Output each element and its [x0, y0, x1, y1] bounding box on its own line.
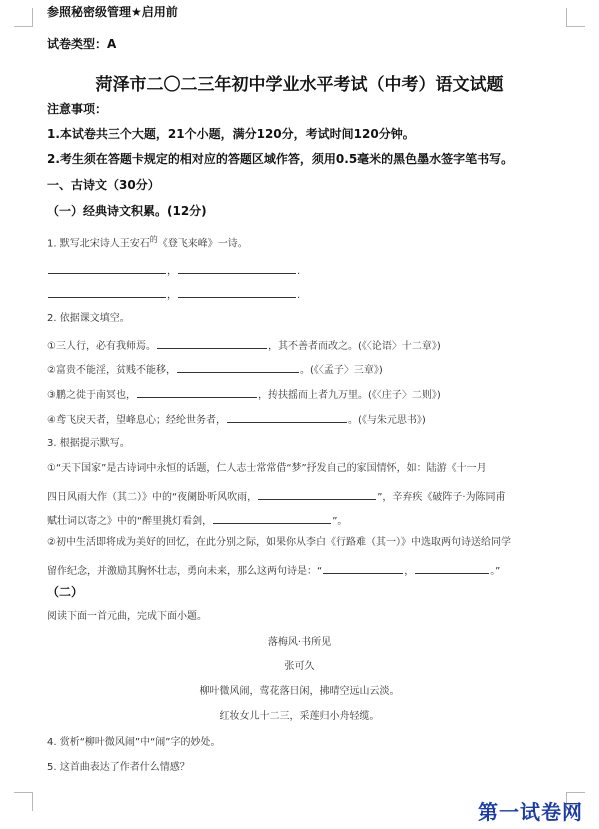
answer-blank[interactable]: [177, 362, 299, 373]
question-3-part1-line-3: 赋壮词以寄之》中的“醉里挑灯看剑， ”。: [47, 513, 347, 527]
answer-blank[interactable]: [415, 563, 489, 574]
crop-mark-top-right: [566, 8, 585, 27]
exam-title: 菏泽市二〇二三年初中学业水平考试（中考）语文试题: [95, 75, 504, 95]
question-2-line-1: ①三人行，必有我师焉。 ，其不善者而改之。(《〈论语〉十二章》): [47, 338, 441, 352]
answer-blank[interactable]: [323, 563, 403, 574]
paper-type: 试卷类型：A: [47, 37, 117, 51]
poem-author: 张可久: [284, 661, 315, 672]
poem-line-1: 柳叶微风闹，莺花落日闲，拂晴空远山云淡。: [199, 686, 400, 697]
question-2-stem: 2. 依据课文填空。: [47, 313, 130, 324]
question-3-part1-line-1: ①“天下国家”是古诗词中永恒的话题，仁人志士常常借“梦”抒发自己的家国情怀，如：陆游《十一月: [47, 463, 487, 474]
answer-blank[interactable]: [157, 338, 267, 349]
answer-blank[interactable]: [178, 263, 296, 274]
question-1-answer-line-2: ， .: [47, 287, 300, 301]
answer-blank[interactable]: [48, 263, 166, 274]
notes-item-2: 2.考生须在答题卡规定的相对应的答题区域作答，须用0.5毫米的黑色墨水签字笔书写。: [47, 152, 514, 166]
notes-item-1: 1.本试卷共三个大题，21个小题，满分120分，考试时间120分钟。: [47, 127, 415, 141]
answer-blank[interactable]: [137, 387, 257, 398]
answer-blank[interactable]: [258, 489, 376, 500]
question-3-part2-line-2: 留作纪念，并激励其胸怀壮志，勇向未来，那么这两句诗是：“ ， 。”: [47, 563, 500, 577]
question-2-line-3: ③鹏之徙于南冥也， ，抟扶摇而上者九万里。(《〈庄子〉二则》): [47, 387, 441, 401]
answer-blank[interactable]: [213, 513, 331, 524]
question-1-answer-line-1: ， .: [47, 263, 300, 277]
section1-part1-heading: （一）经典诗文积累。(12分): [47, 204, 207, 218]
part2-heading: （二）: [47, 585, 84, 599]
secrecy-label: 参照秘密级管理★启用前: [47, 5, 178, 19]
part2-intro: 阅读下面一首元曲，完成下面小题。: [47, 611, 207, 622]
section1-heading: 一、古诗文（30分）: [47, 178, 160, 192]
notes-heading: 注意事项：: [47, 102, 108, 116]
question-2-line-4: ④鸢飞戾天者，望峰息心；经纶世务者， 。(《与朱元思书》): [47, 412, 426, 426]
question-3-stem: 3. 根据提示默写。: [47, 438, 130, 449]
answer-blank[interactable]: [48, 287, 166, 298]
question-4: 4. 赏析“柳叶微风闹”中“闹”字的妙处。: [47, 737, 221, 748]
question-3-part2-line-1: ②初中生活即将成为美好的回忆，在此分别之际，如果你从李白《行路难（其一）》中选取两句诗送给同学: [47, 537, 511, 548]
poem-title: 落梅风·书所见: [267, 637, 332, 648]
site-watermark: 第一试卷网: [478, 800, 583, 824]
answer-blank[interactable]: [227, 412, 347, 423]
question-1-stem: 1. 默写北宋诗人王安石$^的$《登飞来峰》一诗。: [47, 235, 248, 250]
poem-line-2: 红妆女儿十二三，采莲归小舟轻缆。: [219, 711, 380, 722]
crop-mark-bottom-left: [14, 792, 33, 811]
question-5: 5. 这首曲表达了作者什么情感？: [47, 762, 190, 773]
crop-mark-top-left: [14, 8, 33, 27]
question-2-line-2: ②富贵不能淫，贫贱不能移， 。(《〈孟子〉三章》): [47, 362, 383, 376]
answer-blank[interactable]: [178, 287, 296, 298]
question-3-part1-line-2: 四日风雨大作（其二）》中的“夜阑卧听风吹雨， ”，辛弃疾《破阵子·为陈同甫: [47, 489, 506, 503]
